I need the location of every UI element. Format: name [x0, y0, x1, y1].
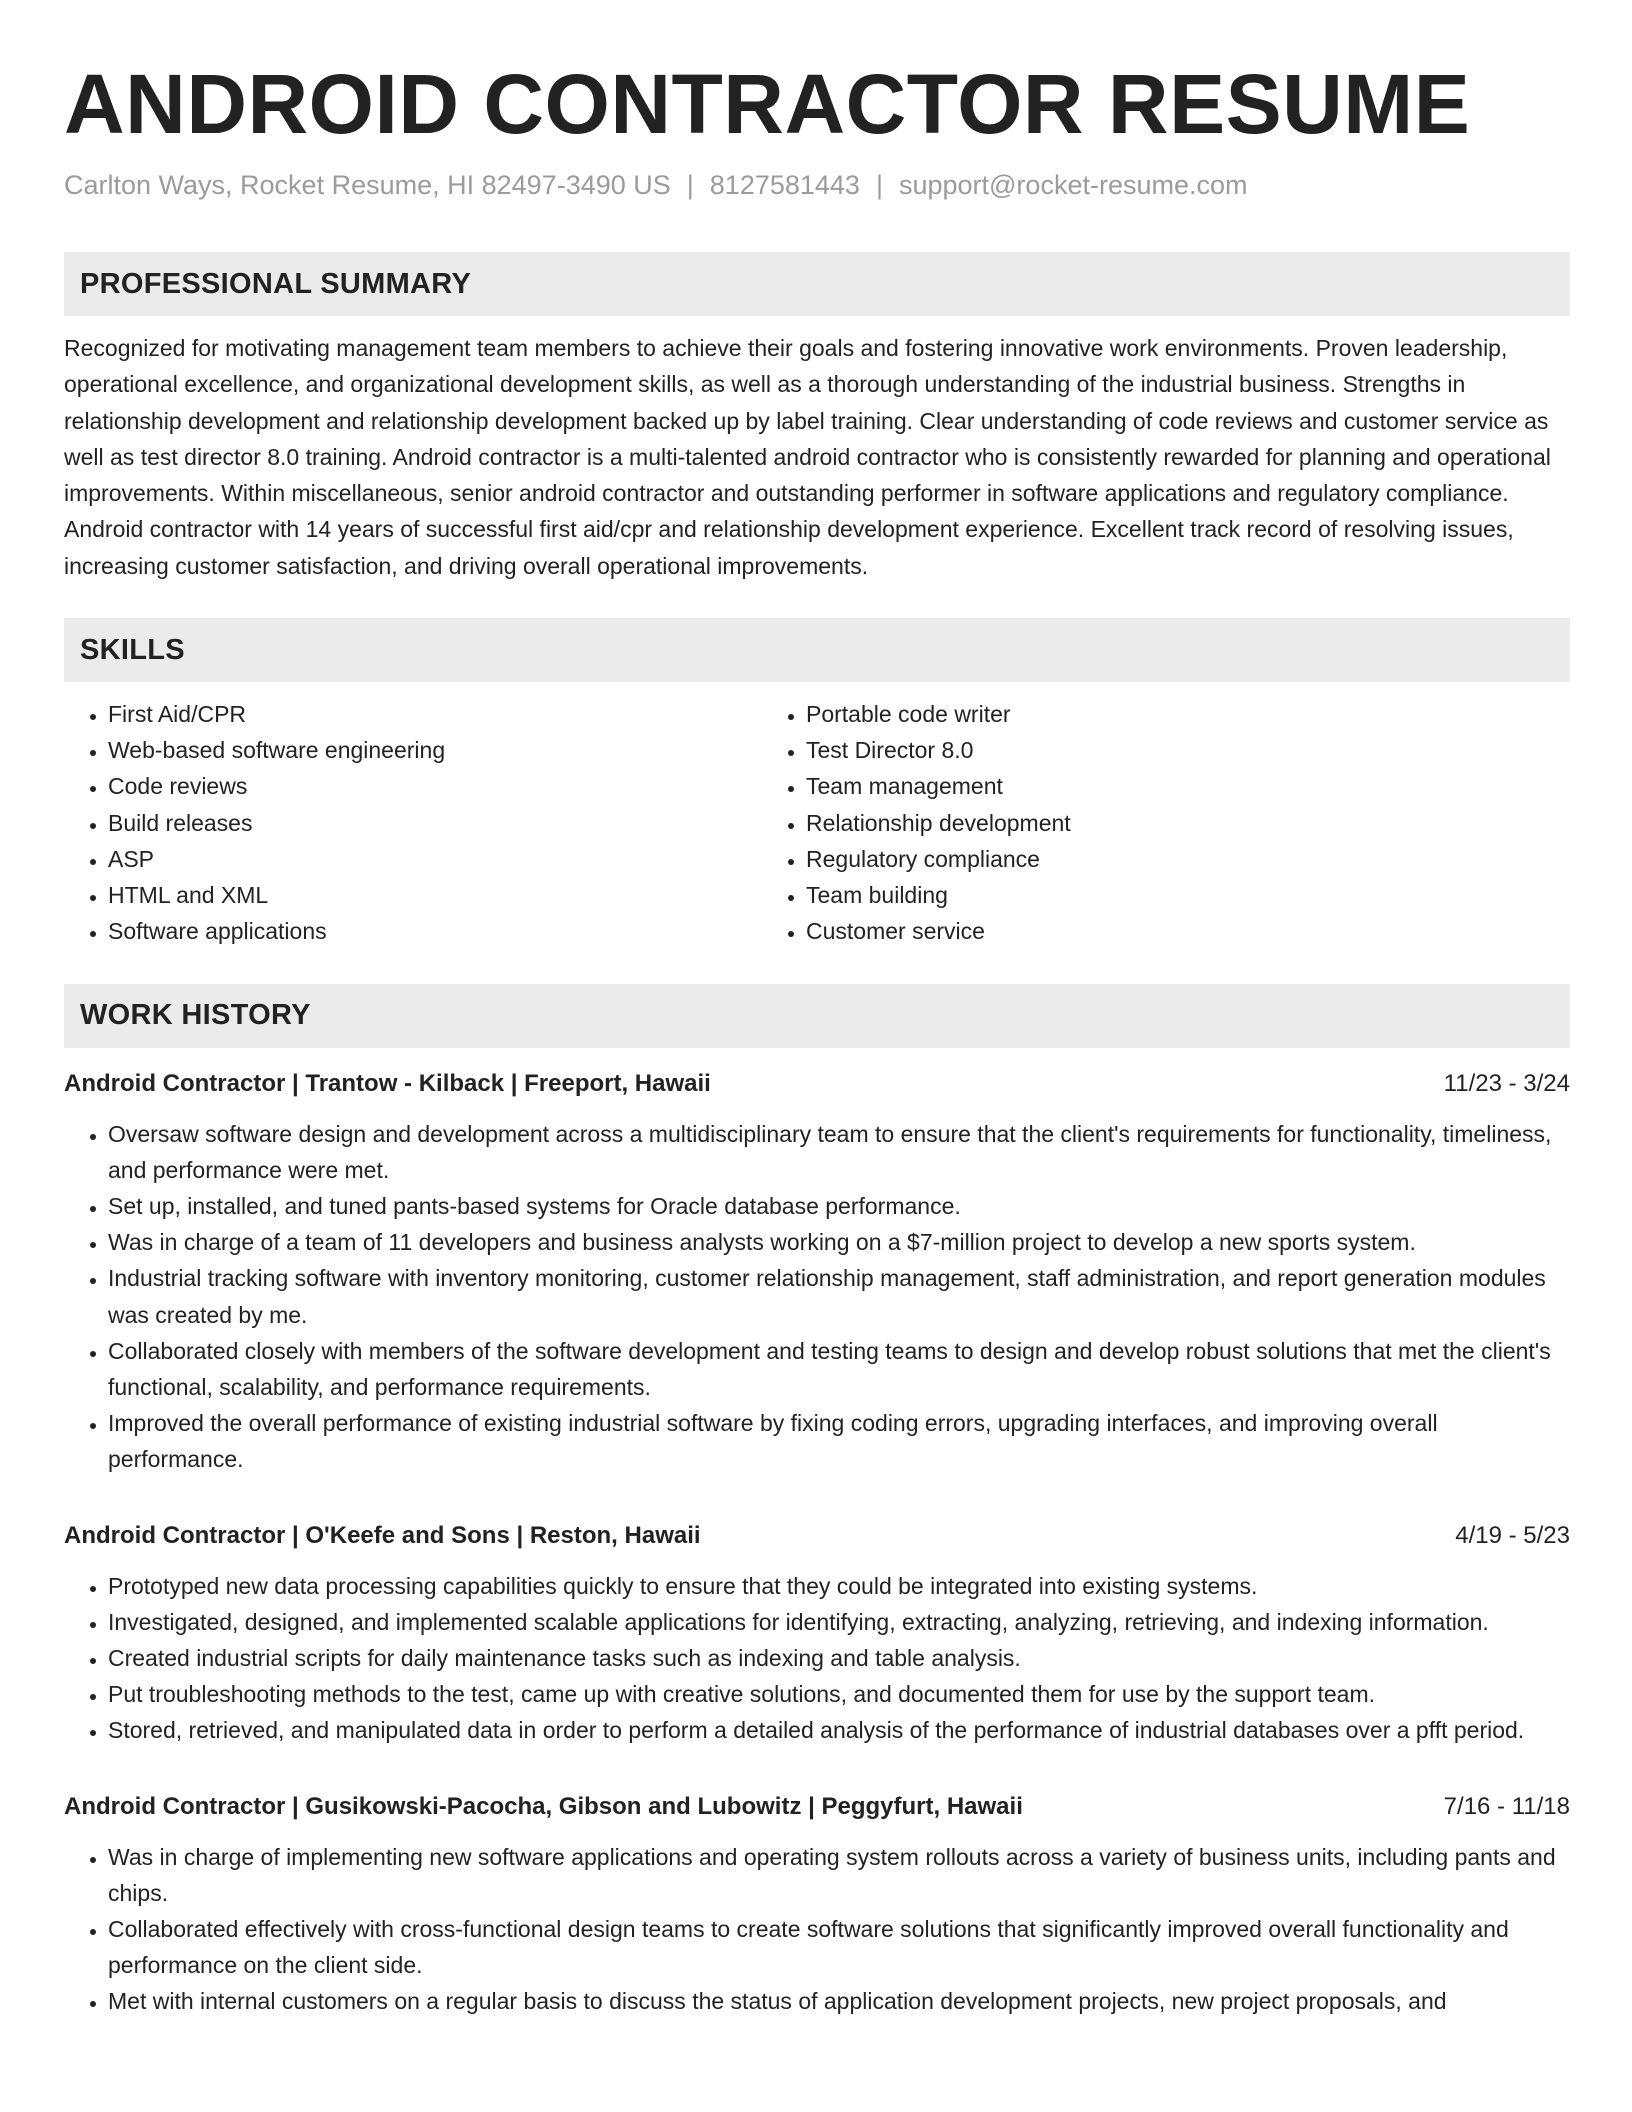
- job-bullet: • Prototyped new data processing capabilities quickly to ensure that they could be integrated into existing systems.: [108, 1568, 1570, 1604]
- skill-item: • Team management: [806, 768, 1570, 804]
- job-dates: 4/19 - 5/23: [1455, 1521, 1570, 1549]
- skill-item: • Software applications: [108, 913, 762, 949]
- skills-column-left: [64, 696, 762, 949]
- job-bullet: • Put troubleshooting methods to the test, came up with creative solutions, and documented them for use by the support team.: [108, 1676, 1570, 1712]
- resume-title: ANDROID CONTRACTOR RESUME: [64, 57, 1471, 151]
- skills-heading: SKILLS: [64, 618, 1570, 682]
- job-bullets: [64, 1116, 1570, 1478]
- job-bullet: • Stored, retrieved, and manipulated data in order to perform a detailed analysis of the performance of industrial databases over a pfft period.: [108, 1712, 1570, 1748]
- skill-item: • Code reviews: [108, 768, 762, 804]
- separator: |: [875, 170, 883, 200]
- job-bullet: • Collaborated effectively with cross-functional design teams to create software solutions that significantly improved overall functionality and performance on the client side.: [108, 1911, 1570, 1983]
- job-bullet: • Oversaw software design and development across a multidisciplinary team to ensure that the client's requirements for functionality, timeliness, and performance were met.: [108, 1116, 1570, 1188]
- skill-item: • Build releases: [108, 805, 762, 841]
- job-bullet: • Improved the overall performance of existing industrial software by fixing coding errors, upgrading interfaces, and improving overall performance.: [108, 1405, 1570, 1477]
- skill-item: • Portable code writer: [806, 696, 1570, 732]
- skills-column-right: [762, 696, 1570, 949]
- job-bullet: • Industrial tracking software with inventory monitoring, customer relationship management, staff administration, and report generation modules was created by me.: [108, 1260, 1570, 1332]
- job-bullet: • Collaborated closely with members of the software development and testing teams to design and develop robust solutions that met the client's functional, scalability, and performance requirements.: [108, 1333, 1570, 1405]
- skill-item: • Team building: [806, 877, 1570, 913]
- job-bullet: • Was in charge of a team of 11 developers and business analysts working on a $7-million project to develop a new sports system.: [108, 1224, 1570, 1260]
- skill-item: • Customer service: [806, 913, 1570, 949]
- job-bullets: [64, 1839, 1570, 2020]
- job-entry: [64, 1520, 1570, 1749]
- skill-item: • Relationship development: [806, 805, 1570, 841]
- contact-line: [64, 168, 1570, 202]
- skill-item: • Test Director 8.0: [806, 732, 1570, 768]
- job-title: Android Contractor | Trantow - Kilback | Freeport, Hawaii: [64, 1069, 711, 1097]
- summary-text: Recognized for motivating management team members to achieve their goals and fostering innovative work environments. Proven leadership, operational excellence, and organizational development skills, as well as a thorough understanding of the industrial business. Strengths in relationship development and relationship development backed up by label training. Clear understanding of code reviews and customer service as well as test director 8.0 training. Android contractor is a multi-talented android contractor who is consistently rewarded for planning and operational improvements. Within miscellaneous, senior android contractor and outstanding performer in software applications and regulatory compliance. Android contractor with 14 years of successful first aid/cpr and relationship development experience. Excellent track record of resolving issues, increasing customer satisfaction, and driving overall operational improvements.: [64, 335, 1551, 579]
- job-entry: [64, 1068, 1570, 1478]
- job-bullet: • Investigated, designed, and implemented scalable applications for identifying, extracting, analyzing, retrieving, and indexing information.: [108, 1604, 1570, 1640]
- address: Carlton Ways, Rocket Resume, HI 82497-3490 US: [64, 170, 671, 200]
- skill-item: • First Aid/CPR: [108, 696, 762, 732]
- phone: 8127581443: [709, 170, 860, 200]
- work-history-heading: WORK HISTORY: [64, 984, 1570, 1048]
- job-bullets: [64, 1568, 1570, 1749]
- job-header: [64, 1791, 1570, 1823]
- skills-list: [64, 696, 1570, 949]
- summary-heading: PROFESSIONAL SUMMARY: [64, 252, 1570, 316]
- skill-item: • ASP: [108, 841, 762, 877]
- separator: |: [686, 170, 694, 200]
- resume-page: [64, 0, 1570, 2020]
- skill-item: • HTML and XML: [108, 877, 762, 913]
- skill-item: • Web-based software engineering: [108, 732, 762, 768]
- job-dates: 7/16 - 11/18: [1443, 1792, 1570, 1820]
- job-entry: [64, 1791, 1570, 2020]
- skill-item: • Regulatory compliance: [806, 841, 1570, 877]
- job-header: [64, 1520, 1570, 1552]
- job-bullet: • Created industrial scripts for daily maintenance tasks such as indexing and table analysis.: [108, 1640, 1570, 1676]
- job-dates: 11/23 - 3/24: [1443, 1069, 1570, 1097]
- job-bullet: • Set up, installed, and tuned pants-based systems for Oracle database performance.: [108, 1188, 1570, 1224]
- job-header: [64, 1068, 1570, 1100]
- job-bullet: • Was in charge of implementing new software applications and operating system rollouts across a variety of business units, including pants and chips.: [108, 1839, 1570, 1911]
- job-title: Android Contractor | O'Keefe and Sons | Reston, Hawaii: [64, 1521, 701, 1549]
- email-link[interactable]: support@rocket-resume.com: [898, 170, 1248, 200]
- job-bullet: • Met with internal customers on a regular basis to discuss the status of application development projects, new project proposals, and: [108, 1983, 1570, 2019]
- job-title: Android Contractor | Gusikowski-Pacocha, Gibson and Lubowitz | Peggyfurt, Hawaii: [64, 1792, 1023, 1820]
